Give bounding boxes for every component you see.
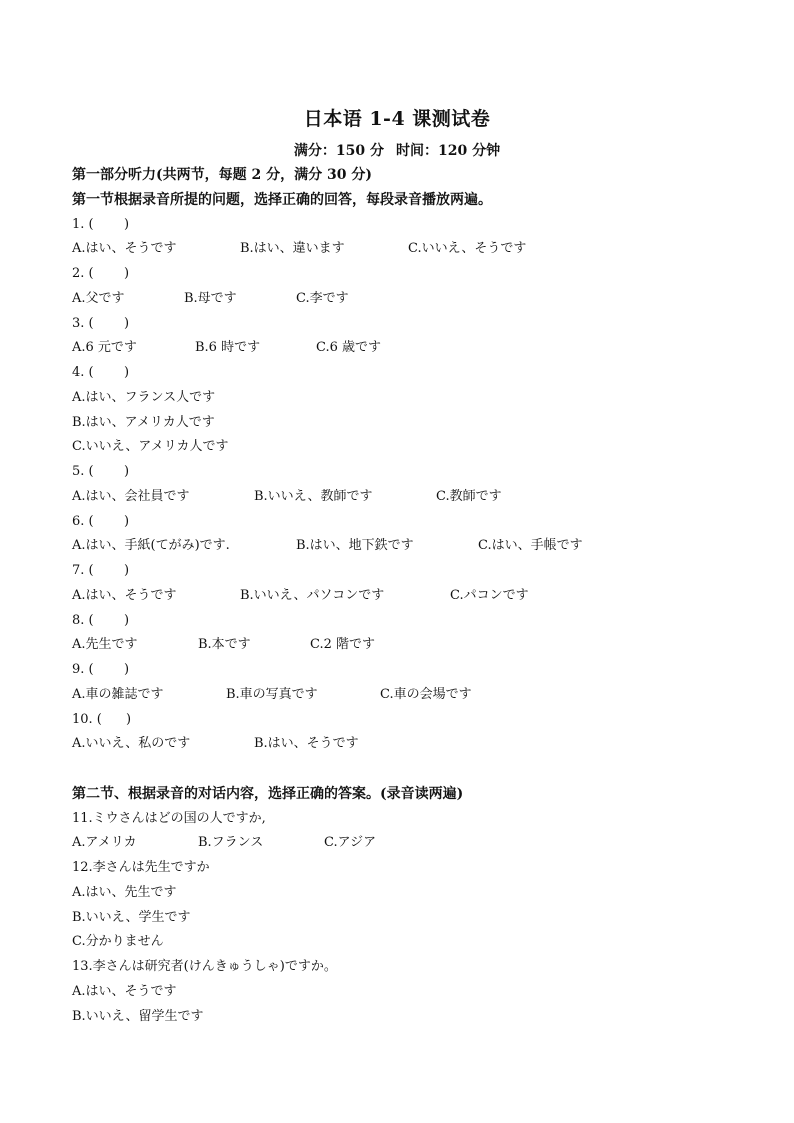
question-1: [72, 213, 732, 238]
question-6: [72, 510, 732, 535]
question-number: 1. (: [72, 216, 94, 232]
option-a: A.先生です: [72, 637, 138, 653]
option-c: C.2 階です: [310, 637, 376, 653]
option-b: B.車の写真です: [226, 686, 318, 702]
options-1: [72, 237, 732, 262]
option-b: B.いいえ、学生です: [72, 909, 191, 925]
question-13: 13.李さんは研究者(けんきゅうしゃ)ですか。: [72, 959, 337, 974]
question-3: [72, 312, 732, 337]
option-b: B.いいえ、留学生です: [72, 1008, 204, 1024]
option-c: C.教師です: [436, 488, 502, 504]
section1-heading: 第一节根据录音所提的问题，选择正确的回答，每段录音播放两遍。: [72, 191, 492, 208]
question-number: 8. (: [72, 612, 94, 628]
options-9: [72, 683, 732, 708]
options-8: [72, 633, 732, 658]
question-5: [72, 460, 732, 485]
option-c: C.いいえ、そうです: [408, 241, 527, 257]
exam-content: [72, 163, 732, 1029]
option-b: B.はい、アメリカ人です: [72, 414, 215, 430]
question-7: [72, 559, 732, 584]
option-a: A.はい、そうです: [72, 241, 177, 257]
question-close: ): [124, 216, 130, 232]
option-b: B.はい、違います: [240, 241, 345, 257]
question-number: 2. (: [72, 266, 94, 281]
question-2: [72, 262, 732, 287]
question-close: ): [124, 513, 130, 529]
option-a: A.はい、そうです: [72, 983, 177, 999]
full-score: 满分：150 分: [293, 143, 384, 159]
option-a: A.いいえ、私のです: [72, 736, 191, 752]
option-a: A.父です: [72, 290, 125, 306]
option-b: B.母です: [184, 290, 237, 306]
question-4: [72, 361, 732, 386]
question-number: 6. (: [72, 513, 94, 529]
option-a: A.はい、フランス人です: [72, 389, 216, 405]
question-close: ): [126, 711, 132, 727]
question-10: [72, 708, 732, 733]
exam-subtitle: [0, 140, 794, 160]
options-6: [72, 534, 732, 559]
option-c: C.パコンです: [450, 587, 529, 603]
options-7: [72, 584, 732, 609]
section2-heading: 第二节、根据录音的对话内容，选择正确的答案。(录音读两遍): [72, 785, 464, 802]
question-close: ): [124, 266, 130, 281]
option-c: C.いいえ、アメリカ人です: [72, 439, 229, 455]
option-a: A.アメリカ: [72, 835, 137, 851]
question-11: 11.ミウさんはどの国の人ですか,: [72, 810, 266, 826]
question-close: ): [124, 662, 130, 677]
question-close: ): [124, 464, 130, 479]
question-number: 9. (: [72, 662, 94, 677]
option-c: C.6 歳です: [316, 340, 382, 356]
exam-title: 日本语 1-4 课测试卷: [303, 108, 491, 130]
option-a: A.はい、手紙(てがみ)です.: [72, 538, 230, 554]
question-close: ): [124, 315, 130, 331]
option-b: B.はい、そうです: [254, 736, 359, 752]
options-3: [72, 336, 732, 361]
option-b: B.いいえ、パソコンです: [240, 587, 385, 603]
option-a: A.6 元です: [72, 340, 137, 356]
options-2: [72, 287, 732, 312]
question-number: 4. (: [72, 365, 94, 380]
option-b: B.フランス: [198, 835, 264, 851]
option-b: B.いいえ、教師です: [254, 488, 373, 504]
question-number: 7. (: [72, 563, 94, 578]
option-b: B.本です: [198, 637, 251, 653]
option-a: A.車の雑誌です: [72, 686, 164, 702]
option-c: C.李です: [296, 290, 349, 306]
question-close: ): [124, 612, 130, 628]
question-close: ): [124, 563, 130, 578]
part1-heading: 第一部分听力(共两节，每题 2 分，满分 30 分): [72, 167, 372, 183]
options-5: [72, 485, 732, 510]
option-a: A.はい、そうです: [72, 587, 177, 603]
option-c: C.アジア: [324, 835, 377, 851]
question-number: 5. (: [72, 464, 94, 479]
option-b: B.はい、地下鉄です: [296, 538, 414, 554]
question-number: 10. (: [72, 711, 102, 727]
option-c: C.はい、手帳です: [478, 538, 583, 554]
question-close: ): [124, 365, 130, 380]
question-9: [72, 658, 732, 683]
exam-time: 时间：120 分钟: [396, 143, 501, 159]
options-11: [72, 831, 732, 856]
option-a: A.はい、会社員です: [72, 488, 190, 504]
option-b: B.6 時です: [195, 340, 261, 356]
option-c: C.車の会場です: [380, 686, 472, 702]
question-number: 3. (: [72, 315, 94, 331]
question-12: 12.李さんは先生ですか: [72, 860, 210, 875]
question-8: [72, 609, 732, 634]
option-a: A.はい、先生です: [72, 884, 177, 900]
options-10: [72, 732, 732, 757]
option-c: C.分かりません: [72, 934, 164, 950]
